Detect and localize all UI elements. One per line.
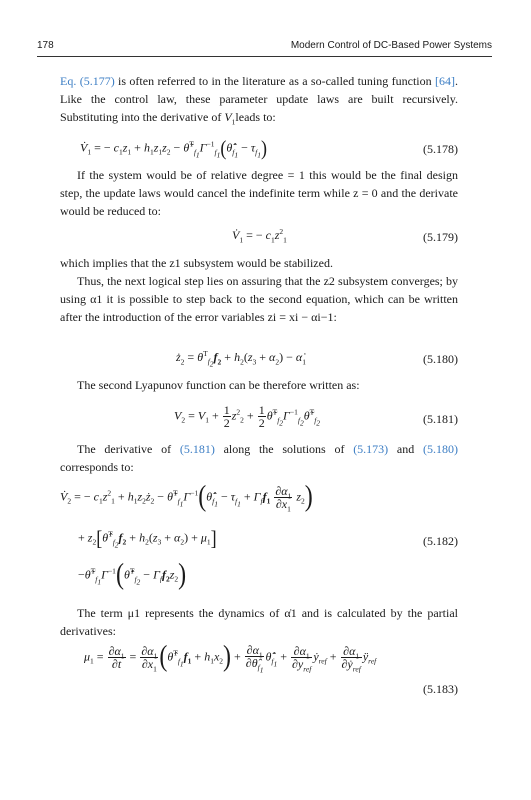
equation-5-180: $ż_2 = \theta^T_{f_2}f_2 + h_2(z_3 + \alpha_2)$ − $\alphȧ_1$ (5.180)	[176, 349, 458, 369]
equation-number: (5.183)	[423, 682, 458, 696]
equation-number: (5.179)	[423, 230, 458, 244]
running-title: Modern Control of DC-Based Power Systems	[290, 40, 492, 51]
equation-5-183: $\mu_1$ = $\frac{\partial\alpha_1}{\partial t}$ = $\frac{\partial\alpha_1}{\partial x_1}$ $(\thetâ^T_{f_1}f_1 + h_1x_2)$ + $\frac{\partial\alpha_1}{\partial\thetâ_{f_1}}$ $\thetâ̇_{f_1}$ + $\frac{\partial\alpha_1}{\partial y_{ref}}$ ẏ$_{ref}$ + $\frac{\partial\alpha_1}{\partial ẏ_{ref}}$ $ÿ_{ref}$ (5.183)	[84, 640, 458, 696]
header-rule	[37, 56, 492, 57]
page-number: 178	[37, 40, 54, 51]
paragraph-derivative: The derivative of (5.181) along the solutions of (5.173) and (5.180) corresponds to:	[60, 442, 458, 474]
paragraph-tuning-function: Eq. (5.177) is often referred to in the literature as a so-called tuning function [64]. Like the control law, these parameter update laws are built recursively. Substituting into the derivative of $V_1leads$ to:	[60, 74, 458, 127]
equation-number: (5.180)	[423, 352, 458, 366]
paragraph-next-step: Thus, the next logical step lies on assuring that the z2 subsystem converges; by using α1 it is possible to step back to the second equation, which can be written after the introduction of the error variables zi = xi − αi−1:	[60, 274, 458, 324]
paragraph-relative-degree: If the system would be of relative degree = 1 this would be the final design step, the update laws would cancel the indefinite term while z = 0 and the derivate would be reduced to:	[60, 168, 458, 218]
equation-number: (5.182)	[423, 534, 458, 548]
eq-reference-link[interactable]: (5.180)	[423, 442, 458, 456]
eq-reference-link[interactable]: Eq. (5.177)	[60, 74, 115, 88]
equation-5-182: $V̇_2$ = − $c_1z^2_1$ + $h_1z_2ż_2$ − $\thetã^T_{f_1}\Gamma^{-1}(\thetâ̇_{f_1} - \tau_{f_1} + \Gamma_ff_1$ $\frac{\partial\alpha_1}{\partial x_1}$ $z_2$) + $z_2[\thetâ^T_{f_2}f_2 + h_2(z_3 + \alpha_2) + \mu_1]$ $-\thetã^T_{f_1}\Gamma^{-1}(\thetâ̇^T_{f_2} - \Gamma_ff_2z_2)$ (5.182)	[60, 480, 458, 592]
running-header	[37, 40, 492, 54]
paragraph-lyapunov: The second Lyapunov function can be therefore written as:	[77, 378, 360, 392]
paragraph-mu-term: The term μ1 represents the dynamics of α̇1 and is calculated by the partial derivatives:	[60, 606, 458, 638]
equation-number: (5.178)	[423, 142, 458, 156]
eq-reference-link[interactable]: (5.173)	[353, 442, 389, 456]
eq-reference-link[interactable]: (5.181)	[179, 442, 215, 456]
equation-number: (5.181)	[423, 412, 458, 426]
equation-5-181: $V_2 = V_1$ + $\frac{1}{2}$ $z^2_2$ + $\frac{1}{2}$ $\thetã^T_{f_2}\Gamma^{-1}_{f_2}\thetã^T_{f_2}$ (5.181)	[174, 403, 458, 430]
citation-link[interactable]: [64]	[434, 74, 455, 88]
equation-5-179: $V̇_1$ = − $c_1z^2_1$ (5.179)	[232, 227, 458, 245]
equation-5-178: $V̇_1$ = − $c_1z_1 + h_1z_1z_2$ − $\thetã^T_{f_1}\Gamma^{-1}_{f_1}(\thetâ̇_{f_1} - \tau_{f_1})$ (5.178)	[80, 135, 458, 160]
paragraph-stabilized: which implies that the z1 subsystem would be stabilized.	[60, 256, 333, 270]
